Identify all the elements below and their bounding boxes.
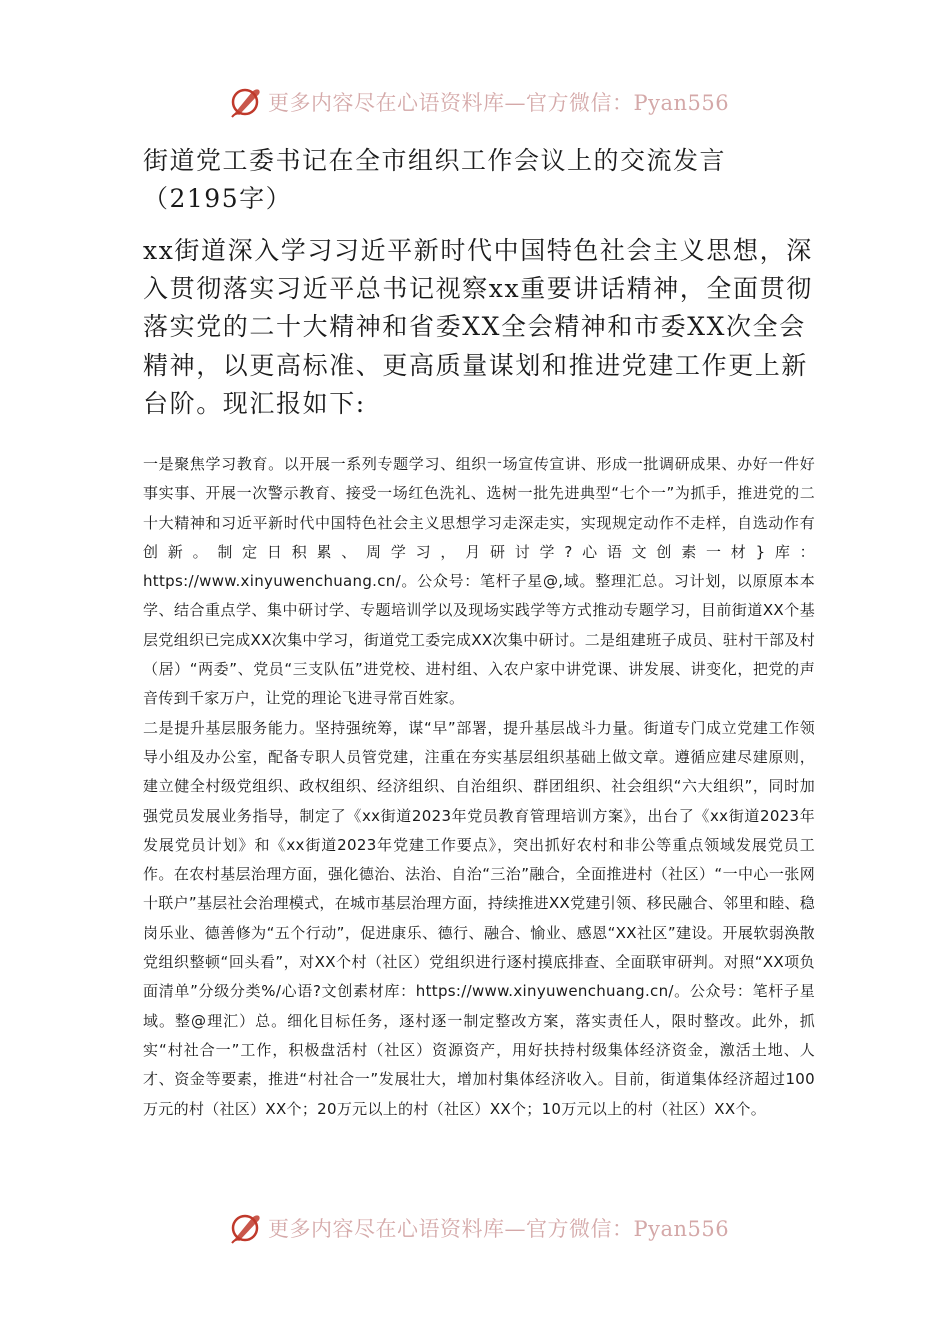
body-paragraph: 二是提升基层服务能力。坚持强统筹，谋“早”部署，提升基层战斗力量。街道专门成立党建工作领导小组及办公室，配备专职人员管党建，注重在夯实基层组织基础上做文章。遵循应建尽建原则，建立健全村级党组织、政权组织、经济组织、自治组织、群团组织、社会组织“六大组织”，同时加强党员发展业务指导，制定了《xx街道2023年党员教育管理培训方案》，出台了《xx街道2023年发展党员计划》和《xx街道2023年党建工作要点》，突出抓好农村和非公等重点领域发展党员工作。在农村基层治理方面，强化德治、法治、自治“三治”融合，全面推进村（社区）“一中心一张网十联户”基层社会治理模式，在城市基层治理方面，持续推进XX党建引领、移民融合、邻里和睦、稳岗乐业、德善修为“五个行动”，促进康乐、德行、融合、愉业、感恩“XX社区”建设。开展软弱涣散党组织整顿“回头看”，对XX个村（社区）党组织进行逐村摸底排查、全面联审研判。对照“XX项负面清单”分级分类%/心语?文创素材库：https://www.xinyuwenchuang.cn/。公众号：笔杆子星域。整@理汇）总。细化目标任务，逐村逐一制定整改方案，落实责任人，限时整改。此外，抓实“村社合一”工作，积极盘活村（社区）资源资产，用好扶持村级集体经济资金，激活土地、人才、资金等要素，推进“村社合一”发展壮大，增加村集体经济收入。目前，街道集体经济超过100万元的村（社区）XX个；20万元以上的村（社区）XX个；10万元以上的村（社区）XX个。 bbox=[143, 718, 815, 1118]
watermark-banner-bottom bbox=[228, 1208, 729, 1248]
document-body bbox=[143, 450, 815, 1124]
document-title: 街道党工委书记在全市组织工作会议上的交流发言（2195字） bbox=[143, 146, 727, 213]
brush-logo-icon bbox=[228, 84, 264, 120]
brush-logo-icon bbox=[228, 1210, 264, 1246]
body-paragraph: 一是聚焦学习教育。以开展一系列专题学习、组织一场宣传宣讲、形成一批调研成果、办好一件好事实事、开展一次警示教育、接受一场红色洗礼、选树一批先进典型“七个一”为抓手，推进党的二十大精神和习近平新时代中国特色社会主义思想学习走深走实，实现规定动作不走样，自选动作有创新。制定日积累、周学习，月研讨学?心语文创素一材}库：https://www.xinyuwenchuang.cn/。公众号：笔杆子星@,域。整理汇总。习计划，以原原本本学、结合重点学、集中研讨学、专题培训学以及现场实践学等方式推动专题学习，目前街道XX个基层党组织已完成XX次集中学习，街道党工委完成XX次集中研讨。二是组建班子成员、驻村干部及村（居）“两委”、党员“三支队伍”进党校、进村组、入农户家中讲党课、讲发展、讲变化，把党的声音传到千家万户，让党的理论飞进寻常百姓家。 bbox=[143, 455, 815, 708]
document-intro: xx街道深入学习习近平新时代中国特色社会主义思想，深入贯彻落实习近平总书记视察xx重要讲话精神，全面贯彻落实党的二十大精神和省委XX全会精神和市委XX次全会精神，以更高标准、更高质量谋划和推进党建工作更上新台阶。现汇报如下: bbox=[143, 236, 813, 418]
watermark-banner-top bbox=[228, 82, 729, 122]
watermark-text: 更多内容尽在心语资料库—官方微信：Pyan556 bbox=[268, 91, 730, 115]
watermark-text: 更多内容尽在心语资料库—官方微信：Pyan556 bbox=[268, 1217, 730, 1241]
